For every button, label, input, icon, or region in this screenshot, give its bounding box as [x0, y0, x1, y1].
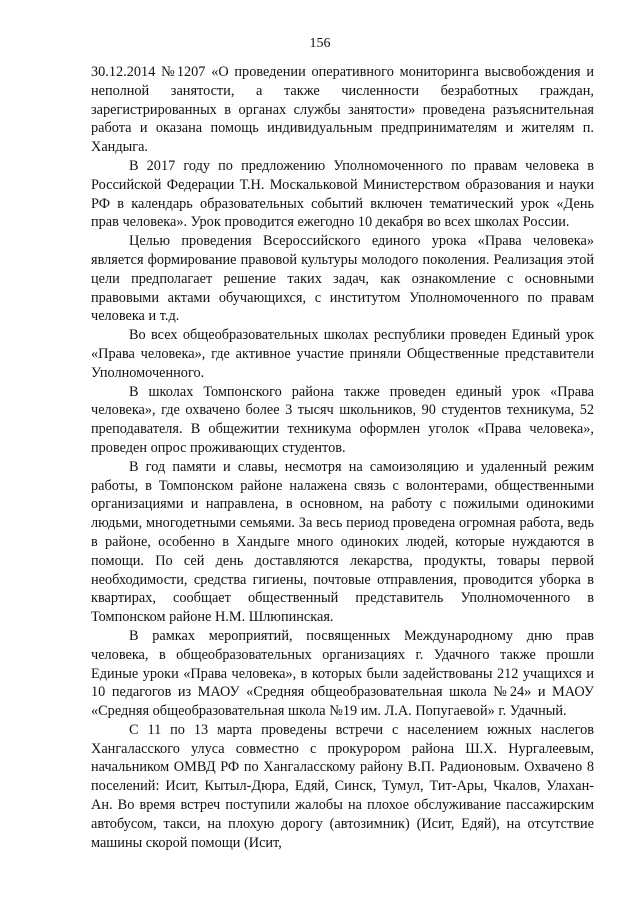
- paragraph-lesson-goal: Целью проведения Всероссийского единого урока «Права человека» является формирование правовой культуры молодого поколения. Реализация этой цели предполагает решение таких задач, как ознакомление с основными правовыми актами обучающихся, с институтом Уполномоченного по правам человека и т.д.: [91, 233, 594, 325]
- paragraph-unified-lesson: Во всех общеобразовательных школах республики проведен Единый урок «Права человека», где активное участие приняли Общественные представители Уполномоченного.: [91, 327, 594, 381]
- paragraph-udachny-lessons: В рамках мероприятий, посвященных Международному дню прав человека, в общеобразовательных организациях г. Удачного также прошли Единые уроки «Права человека», в которых были задействованы 212 учащихся и 10 педагогов из МАОУ «Средняя общеобразовательная школа №24» и МАОУ «Средняя общеобразовательная школа №19 им. Л.А. Попугаевой» г. Удачный.: [91, 627, 594, 720]
- page-number: 156: [309, 36, 331, 51]
- paragraph-human-rights-day: В 2017 году по предложению Уполномоченного по правам человека в Российской Федерации Т.Н. Москальковой Министерством образования и науки РФ в календарь образовательных событий включен тематический урок «День прав человека». Урок проводится ежегодно 10 декабря во всех школах России.: [91, 157, 594, 231]
- paragraph-employment-monitoring: 30.12.2014 №1207 «О проведении оперативного мониторинга высвобождения и неполной занятости, а также численности безработных граждан, зарегистрированных в органах службы занятости» проведена разъяснительная работа и оказана помощь индивидуальным предпринимателям и жителям п. Хандыга.: [91, 64, 594, 156]
- paragraph-volunteers: В год памяти и славы, несмотря на самоизоляцию и удаленный режим работы, в Томпонском районе налажена связь с волонтерами, общественными организациями и направлена, в основном, на работу с пожилыми одинокими людьми, многодетными семьями. За весь период проведена огромная работа, ведь в районе, особенно в Хандыге много одиноких людей, которые нуждаются в помощи. По сей день доставляются лекарства, продукты, товары первой необходимости, средства гигиены, почтовые отправления, проводится уборка в квартирах, сообщает общественный представитель Уполномоченного в Томпонском районе Н.М. Шлюпинская.: [91, 458, 594, 626]
- paragraph-khangalassky-meetings: С 11 по 13 марта проведены встречи с населением южных наслегов Хангаласского улуса совместно с прокурором района Ш.Х. Нургалеевым, начальником ОМВД РФ по Хангаласскому району В.П. Радионовым. Охвачено 8 поселений: Исит, Кытыл-Дюра, Едяй, Синск, Тумул, Тит-Ары, Чкалов, Улахан-Ан. Во время встреч поступили жалобы на плохое обслуживание пассажирским автобусом, такси, на плохую дорогу (автозимник) (Исит, Едяй), на отсутствие машины скорой помощи (Исит,: [91, 721, 594, 851]
- document-body: [91, 63, 594, 852]
- paragraph-tomponsky-schools: В школах Томпонского района также проведен единый урок «Права человека», где охвачено более 3 тысяч школьников, 90 студентов техникума, 52 преподавателя. В общежитии техникума оформлен уголок «Права человека», проведен опрос проживающих студентов.: [91, 383, 594, 456]
